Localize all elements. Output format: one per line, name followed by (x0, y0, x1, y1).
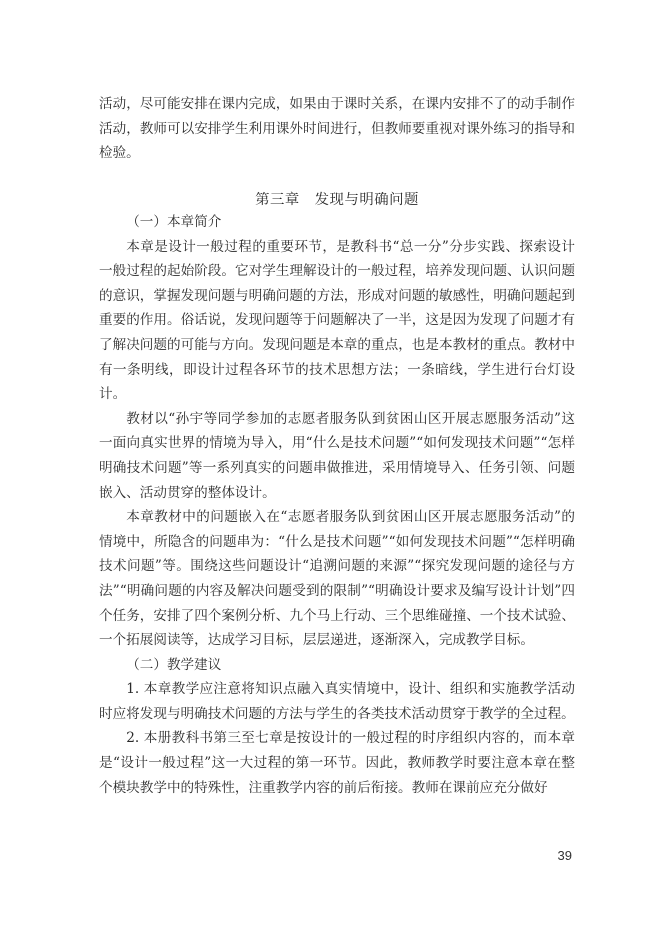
intro-paragraph: 活动，尽可能安排在课内完成，如果由于课时关系，在课内安排不了的动手制作活动，教师可以安排学生利用课外时间进行，但教师要重视对课外练习的指导和检验。 (99, 96, 575, 162)
section-heading-intro: （一）本章简介 (126, 214, 222, 230)
paragraph: 本章教材中的问题嵌入在“志愿者服务队到贫困山区开展志愿服务活动”的情境中，所隐含的问题串为：“什么是技术问题”“如何发现技术问题”“怎样明确技术问题”等。围绕这些问题设计“追溯问题的来源”“探究发现问题的途径与方法”“明确问题的内容及解决问题受到的限制”“明确设计要求及编写设计计划”四个任务，安排了四个案例分析、九个马上行动、三个思维碰撞、一个技术试验、一个拓展阅读等，达成学习目标，层层递进，逐渐深入，完成教学目标。 (99, 509, 575, 649)
paragraph: 2. 本册教科书第三至七章是按设计的一般过程的时序组织内容的，而本章是“设计一般过程”这一大过程的第一环节。因此，教师教学时要注意本章在整个模块教学中的特殊性，注重教学内容的前后衔接。教师在课前应充分做好 (99, 730, 575, 796)
chapter-title: 第三章 发现与明确问题 (255, 192, 419, 208)
chapter-body (99, 210, 575, 800)
intro-text (99, 92, 575, 166)
section-heading-suggestions: （二）教学建议 (126, 656, 222, 673)
paragraph: 1. 本章教学应注意将知识点融入真实情境中，设计、组织和实施教学活动时应将发现与明确技术问题的方法与学生的各类技术活动贯穿于教学的全过程。 (99, 681, 575, 722)
page-number: 39 (557, 848, 572, 863)
paragraph: 教材以“孙宇等同学参加的志愿者服务队到贫困山区开展志愿服务活动”这一面向真实世界的情境为导入，用“什么是技术问题”“如何发现技术问题”“怎样明确技术问题”等一系列真实的问题串做推进，采用情境导入、任务引领、问题嵌入、活动贯穿的整体设计。 (99, 410, 575, 501)
paragraph: 本章是设计一般过程的重要环节，是教科书“总一分”分步实践、探索设计一般过程的起始阶段。它对学生理解设计的一般过程，培养发现问题、认识问题的意识，掌握发现问题与明确问题的方法，形成对问题的敏感性，明确问题起到重要的作用。俗话说，发现问题等于问题解决了一半，这是因为发现了问题才有了解决问题的可能与方向。发现问题是本章的重点，也是本教材的重点。教材中有一条明线，即设计过程各环节的技术思想方法；一条暗线，学生进行台灯设计。 (99, 238, 575, 403)
